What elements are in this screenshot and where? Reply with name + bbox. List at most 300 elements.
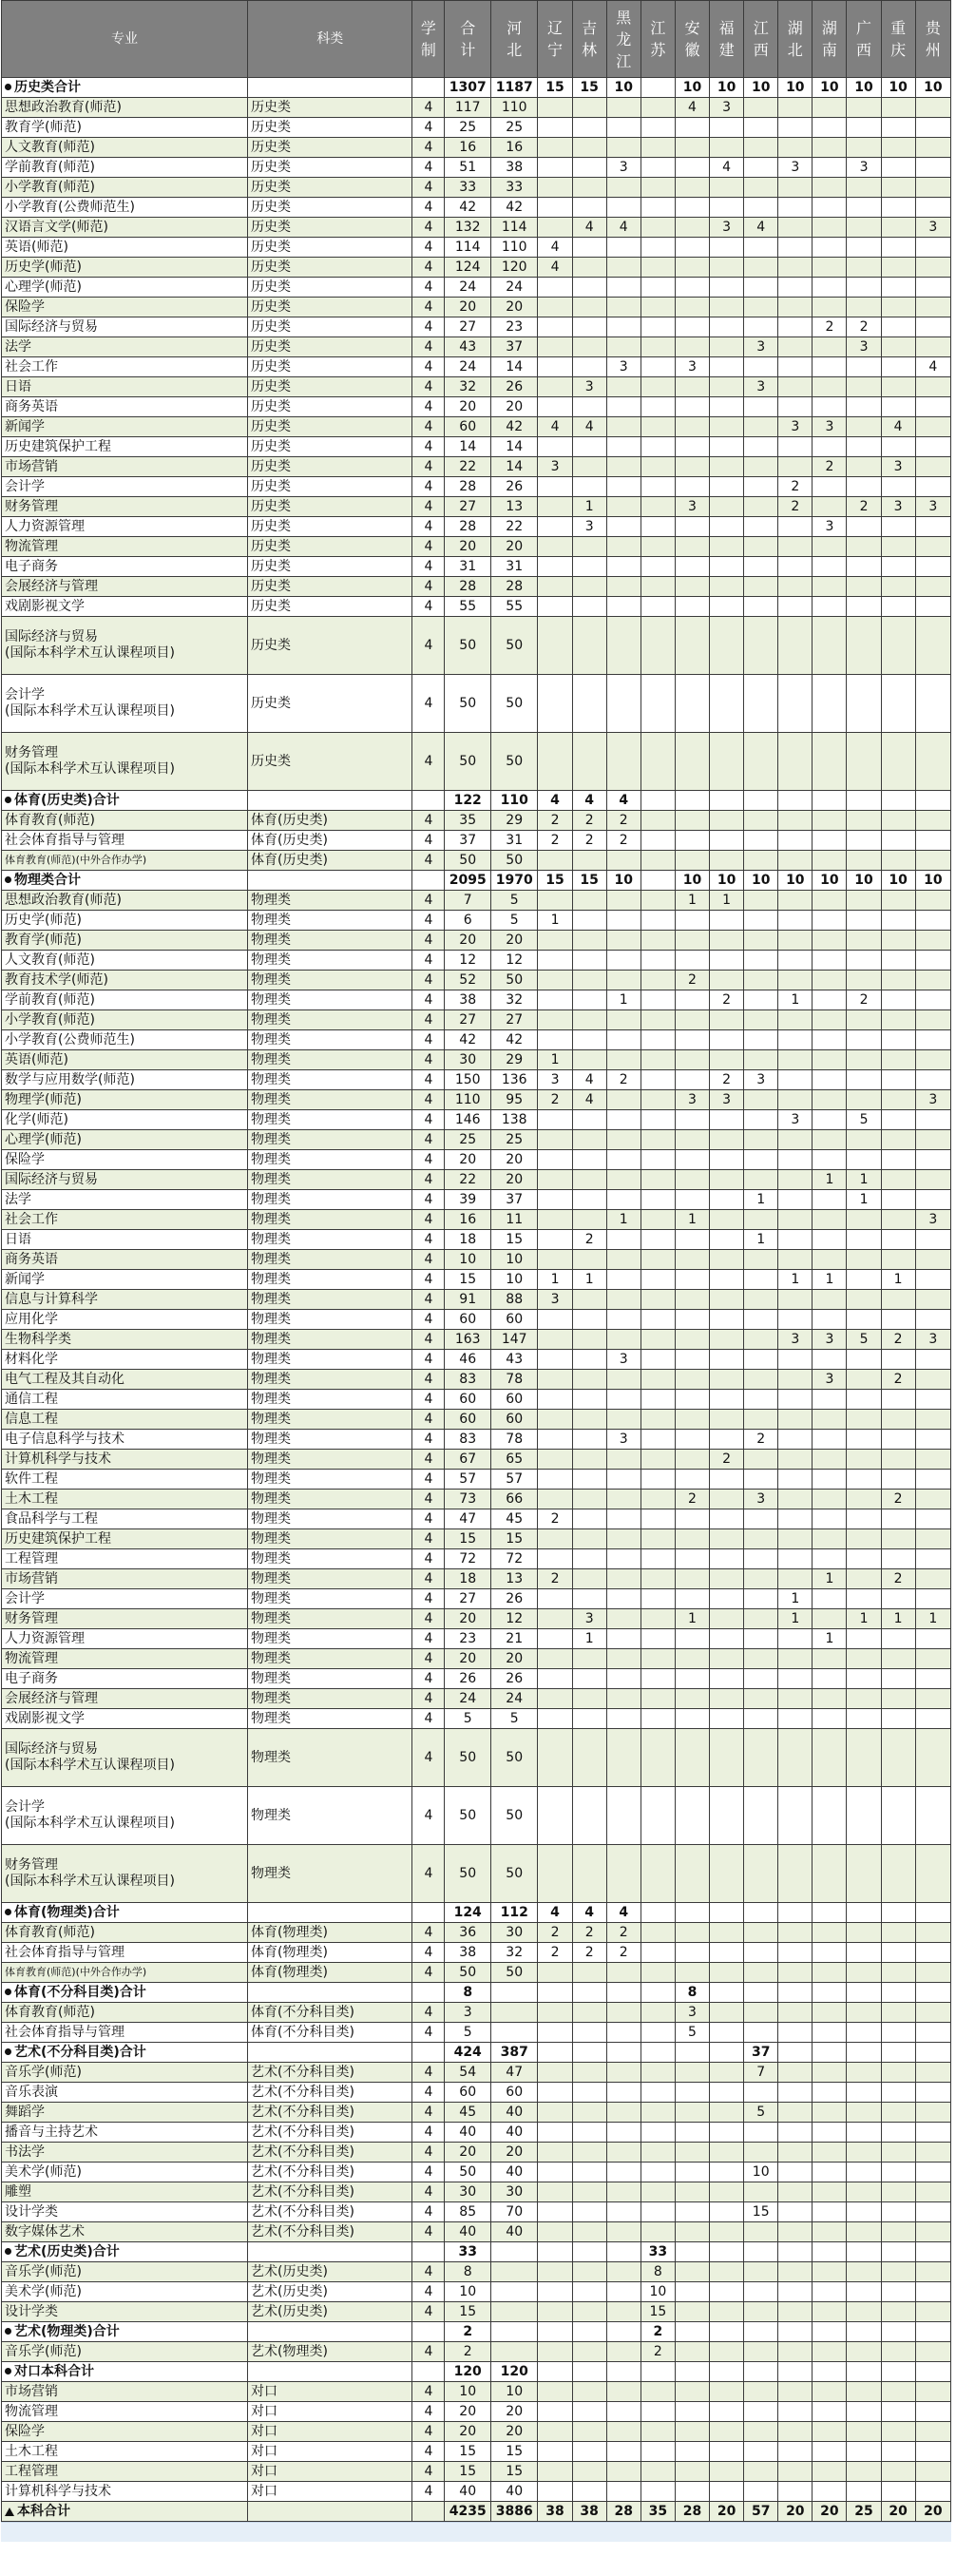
cell-jiangxi bbox=[744, 397, 778, 417]
cell-major: 教育学(师范) bbox=[2, 118, 248, 138]
cell-jiangsu bbox=[641, 1430, 675, 1450]
cell-category: 物理类 bbox=[248, 931, 412, 951]
table-row bbox=[2, 1569, 951, 1589]
cell-jilin bbox=[572, 1470, 606, 1490]
cell-chongqing bbox=[881, 1787, 915, 1845]
cell-category: 历史类 bbox=[248, 733, 412, 791]
cell-jilin bbox=[572, 2442, 606, 2462]
cell-jiangxi bbox=[744, 1330, 778, 1350]
cell-category: 历史类 bbox=[248, 557, 412, 577]
cell-jilin bbox=[572, 1689, 606, 1709]
cell-hunan: 3 bbox=[813, 417, 847, 437]
cell-major: 历史学(师范) bbox=[2, 258, 248, 278]
cell-major: 商务英语 bbox=[2, 397, 248, 417]
cell-jilin: 4 bbox=[572, 1903, 606, 1923]
cell-fujian bbox=[710, 675, 744, 733]
cell-guizhou bbox=[915, 1430, 950, 1450]
cell-jilin bbox=[572, 2262, 606, 2282]
cell-hubei bbox=[778, 118, 813, 138]
cell-jiangsu bbox=[641, 1110, 675, 1130]
cell-guangxi bbox=[847, 397, 881, 417]
cell-hubei bbox=[778, 1070, 813, 1090]
cell-hebei bbox=[490, 2023, 538, 2043]
cell-total: 150 bbox=[445, 1070, 491, 1090]
cell-heilongjiang bbox=[606, 2382, 641, 2402]
cell-guangxi bbox=[847, 138, 881, 158]
cell-total: 16 bbox=[445, 138, 491, 158]
cell-category: 物理类 bbox=[248, 1230, 412, 1250]
cell-hebei: 25 bbox=[490, 118, 538, 138]
cell-fujian bbox=[710, 377, 744, 397]
cell-jiangsu bbox=[641, 1390, 675, 1410]
cell-category: 物理类 bbox=[248, 1110, 412, 1130]
cell-hunan bbox=[813, 2202, 847, 2222]
cell-hebei: 40 bbox=[490, 2123, 538, 2143]
cell-fujian bbox=[710, 2442, 744, 2462]
cell-years: 4 bbox=[412, 2202, 445, 2222]
cell-chongqing bbox=[881, 951, 915, 971]
cell-total: 30 bbox=[445, 2182, 491, 2202]
cell-guangxi bbox=[847, 1529, 881, 1549]
cell-liaoning bbox=[538, 2023, 572, 2043]
cell-fujian: 2 bbox=[710, 1450, 744, 1470]
cell-total: 10 bbox=[445, 2382, 491, 2402]
cell-total: 38 bbox=[445, 1943, 491, 1963]
cell-jiangxi: 10 bbox=[744, 78, 778, 98]
cell-guangxi bbox=[847, 178, 881, 198]
cell-jiangxi bbox=[744, 733, 778, 791]
cell-jilin bbox=[572, 198, 606, 218]
cell-guizhou bbox=[915, 1903, 950, 1923]
cell-fujian: 3 bbox=[710, 218, 744, 238]
cell-years: 4 bbox=[412, 1070, 445, 1090]
cell-guangxi bbox=[847, 98, 881, 118]
row-label: 艺术(历史类)合计 bbox=[14, 2244, 120, 2259]
cell-guizhou: 3 bbox=[915, 218, 950, 238]
cell-anhui bbox=[675, 2322, 709, 2342]
cell-hubei bbox=[778, 597, 813, 617]
cell-jiangxi bbox=[744, 1290, 778, 1310]
cell-hubei bbox=[778, 911, 813, 931]
cell-chongqing bbox=[881, 1649, 915, 1669]
cell-anhui bbox=[675, 617, 709, 675]
cell-jiangsu bbox=[641, 733, 675, 791]
cell-heilongjiang bbox=[606, 1983, 641, 2003]
cell-guizhou bbox=[915, 1270, 950, 1290]
cell-category: 体育(不分科目类) bbox=[248, 2003, 412, 2023]
cell-fujian bbox=[710, 417, 744, 437]
cell-guangxi: 3 bbox=[847, 337, 881, 357]
cell-total: 31 bbox=[445, 557, 491, 577]
cell-liaoning bbox=[538, 2103, 572, 2123]
table-row bbox=[2, 397, 951, 417]
cell-guizhou bbox=[915, 1050, 950, 1070]
cell-heilongjiang: 2 bbox=[606, 1943, 641, 1963]
cell-hubei bbox=[778, 2103, 813, 2123]
cell-hunan bbox=[813, 597, 847, 617]
cell-heilongjiang bbox=[606, 597, 641, 617]
cell-guangxi bbox=[847, 417, 881, 437]
cell-total: 124 bbox=[445, 258, 491, 278]
cell-years bbox=[412, 791, 445, 811]
cell-category: 物理类 bbox=[248, 1150, 412, 1170]
cell-jiangsu bbox=[641, 1190, 675, 1210]
cell-category: 体育(历史类) bbox=[248, 811, 412, 831]
cell-hebei: 50 bbox=[490, 1845, 538, 1903]
cell-jiangxi bbox=[744, 1983, 778, 2003]
cell-hunan bbox=[813, 1689, 847, 1709]
cell-hebei: 25 bbox=[490, 1130, 538, 1150]
cell-guizhou bbox=[915, 2302, 950, 2322]
cell-years: 4 bbox=[412, 2023, 445, 2043]
cell-heilongjiang bbox=[606, 1709, 641, 1729]
table-row bbox=[2, 138, 951, 158]
cell-guangxi bbox=[847, 1569, 881, 1589]
cell-years: 4 bbox=[412, 2222, 445, 2242]
table-row bbox=[2, 298, 951, 317]
horizontal-scrollbar[interactable] bbox=[1, 2522, 951, 2542]
cell-major bbox=[2, 1983, 248, 2003]
cell-total: 27 bbox=[445, 1010, 491, 1030]
cell-hebei bbox=[490, 2342, 538, 2362]
cell-guizhou bbox=[915, 990, 950, 1010]
cell-jiangsu bbox=[641, 1903, 675, 1923]
cell-heilongjiang bbox=[606, 2143, 641, 2163]
cell-jiangsu bbox=[641, 1090, 675, 1110]
cell-hunan bbox=[813, 1649, 847, 1669]
cell-category: 物理类 bbox=[248, 1290, 412, 1310]
cell-jiangxi: 3 bbox=[744, 1490, 778, 1509]
header-total: 合 计 bbox=[445, 1, 491, 78]
cell-liaoning bbox=[538, 298, 572, 317]
cell-guangxi: 2 bbox=[847, 317, 881, 337]
cell-heilongjiang: 1 bbox=[606, 1210, 641, 1230]
cell-jiangxi bbox=[744, 2242, 778, 2262]
table-row bbox=[2, 158, 951, 178]
cell-total: 4235 bbox=[445, 2502, 491, 2522]
cell-heilongjiang: 28 bbox=[606, 2502, 641, 2522]
cell-jiangxi bbox=[744, 2402, 778, 2422]
table-row bbox=[2, 1529, 951, 1549]
cell-jiangxi bbox=[744, 1310, 778, 1330]
cell-hebei bbox=[490, 1983, 538, 2003]
table-row bbox=[2, 417, 951, 437]
cell-liaoning bbox=[538, 1170, 572, 1190]
cell-hebei: 20 bbox=[490, 298, 538, 317]
table-row bbox=[2, 1230, 951, 1250]
cell-category: 物理类 bbox=[248, 1450, 412, 1470]
cell-years: 4 bbox=[412, 2442, 445, 2462]
cell-major: 心理学(师范) bbox=[2, 1130, 248, 1150]
cell-guangxi bbox=[847, 1310, 881, 1330]
cell-total: 52 bbox=[445, 971, 491, 990]
cell-chongqing bbox=[881, 971, 915, 990]
cell-years: 4 bbox=[412, 437, 445, 457]
cell-hunan bbox=[813, 258, 847, 278]
cell-years: 4 bbox=[412, 2302, 445, 2322]
cell-jiangxi: 15 bbox=[744, 2202, 778, 2222]
cell-hubei bbox=[778, 517, 813, 537]
cell-hebei: 50 bbox=[490, 675, 538, 733]
cell-hebei: 40 bbox=[490, 2482, 538, 2502]
cell-hebei: 95 bbox=[490, 1090, 538, 1110]
cell-liaoning bbox=[538, 1310, 572, 1330]
cell-guizhou bbox=[915, 2342, 950, 2362]
cell-years bbox=[412, 78, 445, 98]
cell-fujian bbox=[710, 1669, 744, 1689]
cell-hubei: 3 bbox=[778, 1330, 813, 1350]
cell-anhui bbox=[675, 2302, 709, 2322]
cell-major: 思想政治教育(师范) bbox=[2, 891, 248, 911]
cell-fujian bbox=[710, 1470, 744, 1490]
cell-hunan: 2 bbox=[813, 317, 847, 337]
cell-major: 会展经济与管理 bbox=[2, 577, 248, 597]
cell-major: 体育教育(师范) bbox=[2, 811, 248, 831]
cell-total: 20 bbox=[445, 2402, 491, 2422]
cell-hunan bbox=[813, 931, 847, 951]
cell-hunan bbox=[813, 1350, 847, 1370]
cell-guangxi bbox=[847, 1470, 881, 1490]
cell-hunan bbox=[813, 2003, 847, 2023]
cell-hubei bbox=[778, 1010, 813, 1030]
cell-jiangsu bbox=[641, 1490, 675, 1509]
cell-major: 数学与应用数学(师范) bbox=[2, 1070, 248, 1090]
cell-guangxi bbox=[847, 2402, 881, 2422]
cell-jilin: 2 bbox=[572, 1923, 606, 1943]
cell-liaoning bbox=[538, 2123, 572, 2143]
cell-jiangxi bbox=[744, 2123, 778, 2143]
cell-major: 电子商务 bbox=[2, 557, 248, 577]
cell-jilin bbox=[572, 1150, 606, 1170]
header-years: 学 制 bbox=[412, 1, 445, 78]
cell-hunan bbox=[813, 811, 847, 831]
cell-fujian bbox=[710, 1250, 744, 1270]
cell-liaoning bbox=[538, 477, 572, 497]
cell-hunan bbox=[813, 1190, 847, 1210]
cell-jiangxi bbox=[744, 831, 778, 851]
cell-category: 历史类 bbox=[248, 337, 412, 357]
cell-jiangsu bbox=[641, 931, 675, 951]
cell-total: 45 bbox=[445, 2103, 491, 2123]
cell-years: 4 bbox=[412, 1549, 445, 1569]
cell-heilongjiang: 4 bbox=[606, 1903, 641, 1923]
cell-guizhou bbox=[915, 1450, 950, 1470]
cell-hebei: 15 bbox=[490, 1529, 538, 1549]
header-jiangsu: 江 苏 bbox=[641, 1, 675, 78]
cell-anhui: 1 bbox=[675, 1210, 709, 1230]
cell-category: 历史类 bbox=[248, 497, 412, 517]
cell-jilin: 4 bbox=[572, 791, 606, 811]
cell-chongqing: 2 bbox=[881, 1490, 915, 1509]
cell-fujian bbox=[710, 1130, 744, 1150]
cell-years: 4 bbox=[412, 2182, 445, 2202]
cell-heilongjiang bbox=[606, 537, 641, 557]
cell-guangxi bbox=[847, 2282, 881, 2302]
cell-years: 4 bbox=[412, 1050, 445, 1070]
cell-hubei: 1 bbox=[778, 1270, 813, 1290]
cell-liaoning bbox=[538, 337, 572, 357]
cell-years: 4 bbox=[412, 1923, 445, 1943]
cell-major: 会计学 (国际本科学术互认课程项目) bbox=[2, 675, 248, 733]
cell-jilin bbox=[572, 1549, 606, 1569]
cell-liaoning bbox=[538, 2242, 572, 2262]
cell-liaoning bbox=[538, 1529, 572, 1549]
cell-liaoning bbox=[538, 1130, 572, 1150]
cell-anhui bbox=[675, 1689, 709, 1709]
cell-chongqing bbox=[881, 517, 915, 537]
cell-guangxi bbox=[847, 2003, 881, 2023]
cell-fujian bbox=[710, 317, 744, 337]
table-row bbox=[2, 811, 951, 831]
cell-years: 4 bbox=[412, 278, 445, 298]
table-row bbox=[2, 577, 951, 597]
cell-hubei bbox=[778, 1529, 813, 1549]
cell-guangxi bbox=[847, 1549, 881, 1569]
cell-anhui bbox=[675, 377, 709, 397]
cell-chongqing bbox=[881, 1450, 915, 1470]
cell-fujian bbox=[710, 278, 744, 298]
table-row bbox=[2, 357, 951, 377]
cell-guangxi bbox=[847, 238, 881, 258]
cell-guizhou bbox=[915, 158, 950, 178]
cell-chongqing bbox=[881, 1669, 915, 1689]
cell-years: 4 bbox=[412, 258, 445, 278]
cell-major: 物理学(师范) bbox=[2, 1090, 248, 1110]
cell-anhui: 8 bbox=[675, 1983, 709, 2003]
cell-jilin: 4 bbox=[572, 1090, 606, 1110]
cell-jiangxi bbox=[744, 2482, 778, 2502]
cell-hebei: 12 bbox=[490, 1609, 538, 1629]
cell-guangxi bbox=[847, 675, 881, 733]
cell-liaoning bbox=[538, 1589, 572, 1609]
cell-jilin bbox=[572, 1983, 606, 2003]
cell-category: 历史类 bbox=[248, 577, 412, 597]
cell-liaoning bbox=[538, 1210, 572, 1230]
cell-hebei bbox=[490, 2242, 538, 2262]
cell-major: 社会体育指导与管理 bbox=[2, 831, 248, 851]
cell-hubei bbox=[778, 2282, 813, 2302]
cell-years: 4 bbox=[412, 218, 445, 238]
cell-years: 4 bbox=[412, 2163, 445, 2182]
cell-liaoning bbox=[538, 537, 572, 557]
cell-hunan bbox=[813, 1943, 847, 1963]
cell-hebei: 45 bbox=[490, 1509, 538, 1529]
cell-guangxi bbox=[847, 851, 881, 871]
cell-fujian: 4 bbox=[710, 158, 744, 178]
cell-jilin bbox=[572, 2103, 606, 2123]
cell-total: 60 bbox=[445, 417, 491, 437]
cell-jiangsu bbox=[641, 1509, 675, 1529]
cell-liaoning bbox=[538, 1030, 572, 1050]
cell-hunan bbox=[813, 1030, 847, 1050]
cell-category: 物理类 bbox=[248, 971, 412, 990]
cell-hunan bbox=[813, 1709, 847, 1729]
cell-anhui: 5 bbox=[675, 2023, 709, 2043]
cell-years: 4 bbox=[412, 971, 445, 990]
cell-chongqing bbox=[881, 2482, 915, 2502]
cell-hebei: 40 bbox=[490, 2222, 538, 2242]
cell-anhui bbox=[675, 1270, 709, 1290]
cell-hunan bbox=[813, 2362, 847, 2382]
cell-fujian bbox=[710, 1210, 744, 1230]
cell-jilin: 2 bbox=[572, 831, 606, 851]
cell-major: 戏剧影视文学 bbox=[2, 597, 248, 617]
table-row bbox=[2, 597, 951, 617]
table-row bbox=[2, 2143, 951, 2163]
cell-hebei: 20 bbox=[490, 1170, 538, 1190]
cell-total: 50 bbox=[445, 1963, 491, 1983]
header-chongqing: 重 庆 bbox=[881, 1, 915, 78]
bullet-icon bbox=[5, 1909, 11, 1915]
cell-jiangsu bbox=[641, 2442, 675, 2462]
cell-heilongjiang bbox=[606, 198, 641, 218]
cell-anhui bbox=[675, 2402, 709, 2422]
cell-jilin bbox=[572, 2123, 606, 2143]
cell-category: 物理类 bbox=[248, 1410, 412, 1430]
cell-fujian: 1 bbox=[710, 891, 744, 911]
cell-anhui bbox=[675, 1190, 709, 1210]
cell-total: 50 bbox=[445, 733, 491, 791]
cell-guangxi bbox=[847, 1290, 881, 1310]
cell-category: 历史类 bbox=[248, 517, 412, 537]
cell-hebei: 50 bbox=[490, 1787, 538, 1845]
cell-guizhou bbox=[915, 437, 950, 457]
cell-liaoning bbox=[538, 2282, 572, 2302]
cell-anhui bbox=[675, 1729, 709, 1787]
cell-jiangxi bbox=[744, 1390, 778, 1410]
cell-heilongjiang bbox=[606, 2242, 641, 2262]
table-row bbox=[2, 437, 951, 457]
table-row bbox=[2, 1470, 951, 1490]
cell-guizhou bbox=[915, 2442, 950, 2462]
cell-total: 20 bbox=[445, 298, 491, 317]
cell-hebei: 43 bbox=[490, 1350, 538, 1370]
cell-category: 历史类 bbox=[248, 357, 412, 377]
cell-hunan bbox=[813, 2103, 847, 2123]
cell-jilin bbox=[572, 1569, 606, 1589]
cell-heilongjiang bbox=[606, 1390, 641, 1410]
cell-hebei: 26 bbox=[490, 1589, 538, 1609]
cell-years: 4 bbox=[412, 1130, 445, 1150]
cell-hunan bbox=[813, 1845, 847, 1903]
cell-hebei: 42 bbox=[490, 198, 538, 218]
cell-heilongjiang bbox=[606, 497, 641, 517]
cell-jiangsu bbox=[641, 78, 675, 98]
cell-heilongjiang bbox=[606, 2362, 641, 2382]
cell-guangxi bbox=[847, 1370, 881, 1390]
cell-hubei: 1 bbox=[778, 1589, 813, 1609]
cell-major: 人文教育(师范) bbox=[2, 138, 248, 158]
cell-major: 国际经济与贸易 bbox=[2, 1170, 248, 1190]
cell-years bbox=[412, 1983, 445, 2003]
cell-total: 91 bbox=[445, 1290, 491, 1310]
table-row bbox=[2, 1170, 951, 1190]
cell-guangxi bbox=[847, 1923, 881, 1943]
cell-hebei: 136 bbox=[490, 1070, 538, 1090]
cell-major: 社会体育指导与管理 bbox=[2, 2023, 248, 2043]
cell-guangxi bbox=[847, 1943, 881, 1963]
cell-years: 4 bbox=[412, 457, 445, 477]
cell-anhui: 3 bbox=[675, 357, 709, 377]
cell-liaoning: 15 bbox=[538, 871, 572, 891]
cell-jiangxi bbox=[744, 1689, 778, 1709]
cell-jiangxi bbox=[744, 1709, 778, 1729]
cell-heilongjiang bbox=[606, 477, 641, 497]
cell-liaoning bbox=[538, 2063, 572, 2083]
cell-jilin: 1 bbox=[572, 497, 606, 517]
cell-total: 42 bbox=[445, 1030, 491, 1050]
header-fujian: 福 建 bbox=[710, 1, 744, 78]
